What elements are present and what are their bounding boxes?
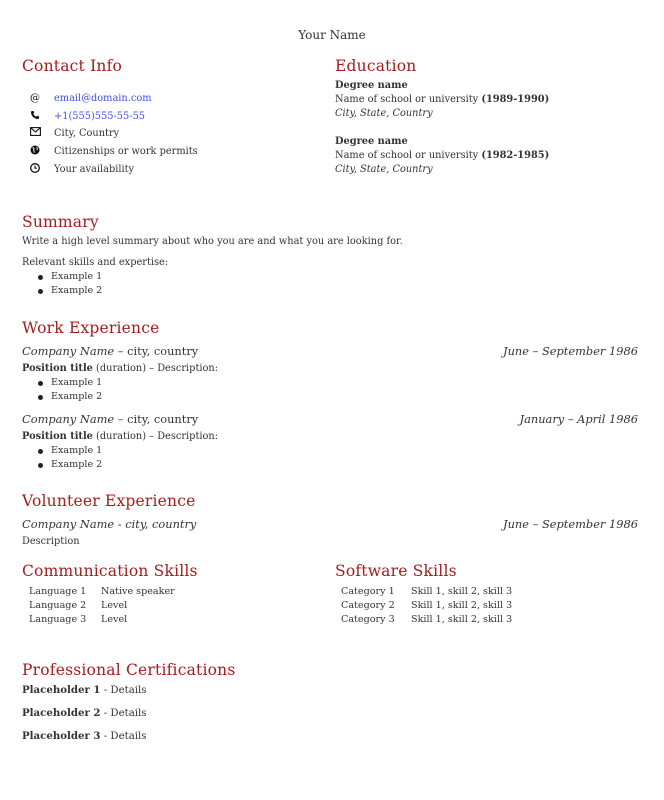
language-name: Language 2	[29, 600, 87, 611]
education-school-line	[335, 149, 549, 163]
language-row	[29, 613, 127, 627]
job-company: Company Name	[22, 412, 115, 426]
software-heading: Software Skills	[335, 562, 457, 580]
education-location: City, State, Country	[335, 164, 433, 175]
software-skills: Skill 1, skill 2, skill 3	[411, 600, 513, 611]
contact-email-row	[28, 89, 152, 107]
contact-location: City, Country	[54, 127, 120, 139]
language-row	[29, 585, 175, 599]
software-skills: Skill 1, skill 2, skill 3	[411, 586, 513, 597]
globe-icon	[28, 145, 42, 158]
certification-details: - Details	[100, 685, 147, 696]
job-position-line	[22, 430, 218, 444]
certification-name: Placeholder 1	[22, 684, 101, 696]
education-entry	[335, 79, 549, 121]
language-level: Native speaker	[101, 586, 175, 597]
language-level: Level	[101, 600, 128, 611]
software-row	[341, 599, 512, 613]
list-item: Example 2	[22, 284, 102, 298]
certification-details: - Details	[100, 731, 147, 742]
list-item: Example 2	[22, 458, 102, 472]
summary-text: Write a high level summary about who you are and what you are looking for.	[22, 236, 403, 247]
contact-phone-link[interactable]: +1(555)555-55-55	[54, 110, 146, 122]
education-school-line	[335, 93, 549, 107]
certification-item	[22, 707, 147, 719]
contact-citizenship: Citizenships or work permits	[54, 145, 198, 157]
education-years: (1989-1990)	[481, 94, 550, 105]
list-item: Example 1	[22, 444, 102, 458]
education-heading: Education	[335, 57, 417, 75]
job-location: – city, country	[114, 412, 199, 426]
job-position-line	[22, 362, 218, 376]
education-years: (1982-1985)	[481, 150, 550, 161]
software-category: Category 1	[341, 586, 395, 597]
software-category: Category 3	[341, 614, 395, 625]
list-item: Example 1	[22, 376, 102, 390]
software-row	[341, 585, 512, 599]
job-position: Position title	[22, 363, 93, 374]
job-dates: June – September 1986	[503, 344, 638, 358]
education-entry	[335, 135, 549, 177]
contact-citizenship-row	[28, 142, 198, 160]
language-level: Level	[101, 614, 128, 625]
certifications-heading: Professional Certifications	[22, 661, 236, 679]
certification-name: Placeholder 3	[22, 730, 101, 742]
volunteer-dates: June – September 1986	[503, 517, 638, 531]
education-school: Name of school or university	[335, 150, 479, 161]
contact-phone-row	[28, 107, 145, 125]
software-skills: Skill 1, skill 2, skill 3	[411, 614, 513, 625]
certification-details: - Details	[100, 708, 147, 719]
summary-heading: Summary	[22, 213, 99, 231]
job-location: – city, country	[114, 344, 199, 358]
language-name: Language 3	[29, 614, 87, 625]
communication-heading: Communication Skills	[22, 562, 198, 580]
contact-email-link[interactable]: email@domain.com	[54, 92, 152, 104]
language-name: Language 1	[29, 586, 87, 597]
education-degree: Degree name	[335, 136, 408, 147]
volunteer-heading: Volunteer Experience	[22, 492, 196, 510]
contact-location-row	[28, 124, 119, 142]
language-row	[29, 599, 127, 613]
job-detail: (duration) – Description:	[92, 363, 219, 374]
contact-heading: Contact Info	[22, 57, 123, 75]
job-company-line	[22, 344, 198, 358]
work-heading: Work Experience	[22, 319, 160, 337]
job-items	[22, 376, 102, 404]
job-position: Position title	[22, 431, 93, 442]
resume-name: Your Name	[298, 28, 366, 42]
contact-availability: Your availability	[54, 163, 135, 175]
job-detail: (duration) – Description:	[92, 431, 219, 442]
certification-item	[22, 684, 147, 696]
contact-availability-row	[28, 160, 134, 178]
software-category: Category 2	[341, 600, 395, 611]
envelope-icon	[28, 127, 42, 139]
clock-icon	[28, 163, 42, 176]
education-degree: Degree name	[335, 80, 408, 91]
summary-skills-label: Relevant skills and expertise:	[22, 257, 169, 268]
education-school: Name of school or university	[335, 94, 479, 105]
phone-icon	[28, 110, 42, 123]
volunteer-org: Company Name - city, country	[22, 517, 197, 531]
job-company-line	[22, 412, 198, 426]
job-company: Company Name	[22, 344, 115, 358]
summary-skills-list	[22, 270, 102, 298]
job-dates: January – April 1986	[519, 412, 638, 426]
job-items	[22, 444, 102, 472]
certification-item	[22, 730, 147, 742]
software-row	[341, 613, 512, 627]
at-icon: @	[30, 92, 40, 104]
education-location: City, State, Country	[335, 108, 433, 119]
list-item: Example 2	[22, 390, 102, 404]
certification-name: Placeholder 2	[22, 707, 101, 719]
list-item: Example 1	[22, 270, 102, 284]
volunteer-description: Description	[22, 536, 80, 547]
